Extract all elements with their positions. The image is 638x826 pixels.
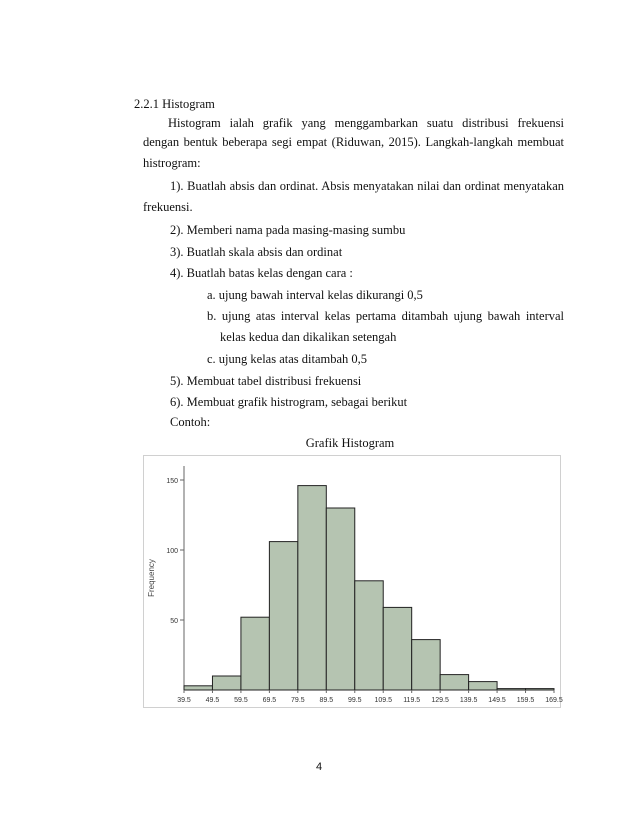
x-tick-label: 99.5 [347, 697, 362, 704]
histogram-bar [212, 676, 240, 690]
x-tick-label: 149.5 [488, 697, 506, 704]
histogram-bar [184, 686, 212, 690]
step-3: 3). Buatlah skala absis dan ordinat [170, 245, 343, 259]
example-label: Contoh: [170, 415, 211, 429]
y-axis-label: Frequency [147, 559, 156, 597]
x-tick-label: 159.5 [516, 697, 535, 704]
histogram-bar [440, 675, 468, 690]
paragraph-line: dengan bentuk beberapa segi empat (Riduwan, 2015). Langkah-langkah membuat [143, 135, 564, 149]
histogram-chart [143, 455, 561, 708]
step-5: 5). Membuat tabel distribusi frekuensi [170, 374, 362, 388]
step-6: 6). Membuat grafik histrogram, sebagai berikut [170, 395, 408, 409]
histogram-svg [144, 456, 563, 707]
x-tick-label: 119.5 [403, 697, 421, 704]
figure-title: Grafik Histogram [305, 436, 395, 450]
x-tick-label: 109.5 [374, 697, 392, 704]
x-tick-label: 169.5 [545, 697, 563, 704]
histogram-bar [241, 617, 269, 690]
x-tick-label: 59.5 [234, 697, 248, 704]
histogram-bar [355, 581, 383, 690]
histogram-bar [469, 682, 497, 690]
x-tick-label: 129.5 [431, 697, 449, 704]
histogram-bar [497, 689, 525, 690]
histogram-bar [412, 640, 440, 690]
x-tick-label: 79.5 [291, 697, 305, 704]
paragraph-line: histrogram: [143, 156, 201, 170]
step-4b: b. ujung atas interval kelas pertama ditambah ujung bawah interval [207, 309, 564, 323]
x-tick-label: 139.5 [459, 697, 478, 704]
step-1-continued: frekuensi. [143, 200, 193, 214]
x-tick-label: 39.5 [177, 697, 191, 704]
histogram-bar [526, 689, 554, 690]
paragraph-line: Histogram ialah grafik yang menggambarkan suatu distribusi frekuensi [168, 116, 564, 130]
histogram-bar [326, 508, 354, 690]
x-tick-label: 69.5 [262, 697, 277, 704]
y-tick-label: 50 [170, 618, 178, 625]
step-4a: a. ujung bawah interval kelas dikurangi 0,5 [207, 288, 423, 302]
section-heading: 2.2.1 Histogram [134, 97, 215, 111]
step-2: 2). Memberi nama pada masing-masing sumbu [170, 223, 406, 237]
y-tick-label: 100 [166, 548, 178, 555]
histogram-bar [383, 607, 411, 690]
x-tick-label: 49.5 [205, 697, 220, 704]
step-4: 4). Buatlah batas kelas dengan cara : [170, 266, 353, 280]
step-4b-continued: kelas kedua dan dikalikan setengah [220, 330, 397, 344]
histogram-bar [298, 486, 326, 690]
histogram-bar [269, 542, 297, 690]
y-tick-label: 150 [166, 478, 178, 485]
step-4c: c. ujung kelas atas ditambah 0,5 [207, 352, 368, 366]
x-tick-label: 89.5 [319, 697, 334, 704]
page-number: 4 [315, 761, 323, 773]
step-1: 1). Buatlah absis dan ordinat. Absis menyatakan nilai dan ordinat menyatakan [170, 179, 564, 193]
